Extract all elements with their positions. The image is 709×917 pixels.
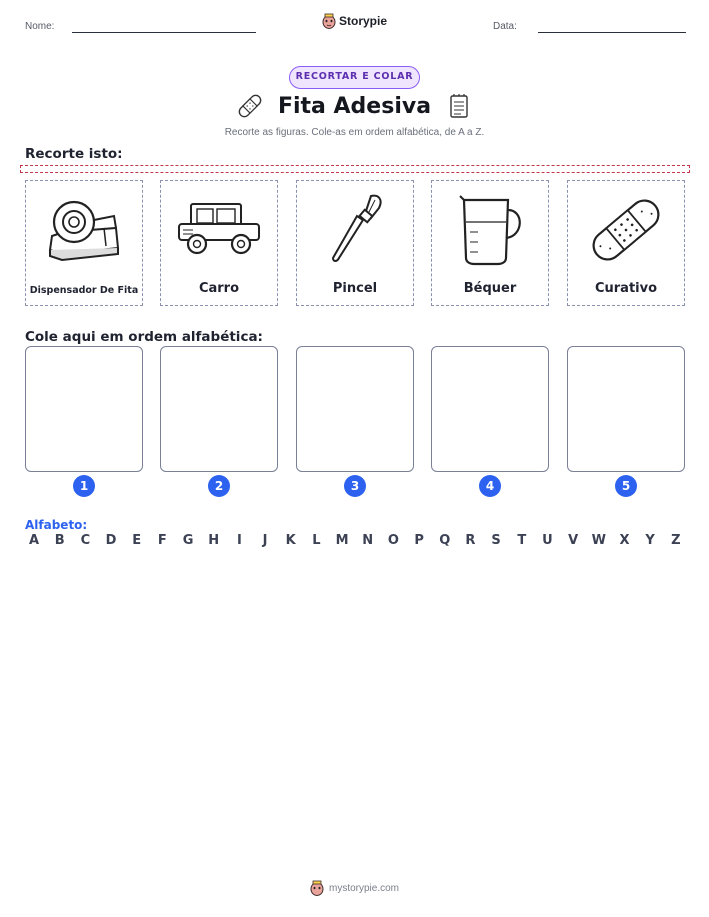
alphabet-letter: U xyxy=(542,533,553,548)
brand-logo xyxy=(0,13,709,29)
alphabet-letter: E xyxy=(132,533,142,548)
paste-box-4[interactable] xyxy=(431,346,549,472)
paste-box-1[interactable] xyxy=(25,346,143,472)
card-word: Carro xyxy=(198,281,240,296)
tape-dispenser-icon xyxy=(42,192,126,268)
cut-card[interactable] xyxy=(160,180,278,306)
paste-box-2[interactable] xyxy=(160,346,278,472)
cut-card[interactable] xyxy=(296,180,414,306)
alphabet-letter: Q xyxy=(439,533,451,548)
slot-number: 5 xyxy=(615,475,637,497)
alphabet-letter: X xyxy=(619,533,630,548)
alphabet-letter: D xyxy=(105,533,117,548)
cut-card[interactable] xyxy=(431,180,549,306)
alphabet-letter: R xyxy=(465,533,476,548)
date-line xyxy=(538,32,686,33)
alphabet-letter: K xyxy=(285,533,296,548)
card-word: Dispensador De Fita xyxy=(29,285,139,296)
slot-number: 2 xyxy=(208,475,230,497)
paste-box-5[interactable] xyxy=(567,346,685,472)
paintbrush-icon xyxy=(313,192,397,268)
alphabet-letter: N xyxy=(362,533,374,548)
alphabet-letter: H xyxy=(208,533,220,548)
footer-url[interactable]: mystorypie.com xyxy=(328,882,399,894)
mascot-icon xyxy=(322,13,336,29)
mascot-icon xyxy=(310,880,324,896)
instructions: Recorte as figuras. Cole-as em ordem alfabética, de A a Z. xyxy=(224,127,485,138)
alphabet-letter: I xyxy=(236,533,242,548)
date-label: Data: xyxy=(493,21,517,32)
alphabet-letter: O xyxy=(387,533,399,548)
name-line xyxy=(72,32,256,33)
name-label: Nome: xyxy=(25,21,55,32)
alphabet-letter: Z xyxy=(671,533,681,548)
cut-card[interactable] xyxy=(25,180,143,306)
paste-box-3[interactable] xyxy=(296,346,414,472)
beaker-icon xyxy=(448,192,532,268)
footer xyxy=(0,880,709,896)
alphabet-letter: P xyxy=(414,533,424,548)
cut-section-label: Recorte isto: xyxy=(25,146,123,162)
page-title: Fita Adesiva xyxy=(277,93,432,119)
alphabet-letter: Y xyxy=(645,533,655,548)
bandage-icon xyxy=(584,192,668,268)
card-word: Curativo xyxy=(594,281,658,296)
bandage-icon xyxy=(236,92,264,120)
alphabet-letter: M xyxy=(335,533,349,548)
alphabet-title: Alfabeto: xyxy=(25,518,88,532)
alphabet-letter: F xyxy=(157,533,167,548)
alphabet-letter: J xyxy=(262,533,268,548)
card-word: Pincel xyxy=(332,281,378,296)
brand-name: Storypie xyxy=(338,14,387,28)
cut-line xyxy=(20,165,690,173)
slot-number: 4 xyxy=(479,475,501,497)
title-row xyxy=(0,92,709,120)
alphabet-letter: B xyxy=(54,533,65,548)
notepad-icon xyxy=(445,92,473,120)
activity-tag: RECORTAR E COLAR xyxy=(289,66,420,89)
alphabet-letter: L xyxy=(312,533,321,548)
alphabet-letter: V xyxy=(568,533,579,548)
paste-section-label: Cole aqui em ordem alfabética: xyxy=(25,329,263,345)
car-icon xyxy=(177,192,261,268)
alphabet-letter: T xyxy=(517,533,527,548)
alphabet-letter: W xyxy=(591,533,606,548)
alphabet-letter: C xyxy=(80,533,91,548)
alphabet-letter: S xyxy=(491,533,501,548)
slot-number: 3 xyxy=(344,475,366,497)
alphabet-letter: G xyxy=(182,533,194,548)
card-word: Béquer xyxy=(463,281,517,296)
slot-number: 1 xyxy=(73,475,95,497)
alphabet-letter: A xyxy=(28,533,40,548)
cut-card[interactable] xyxy=(567,180,685,306)
alphabet-row xyxy=(25,533,685,548)
